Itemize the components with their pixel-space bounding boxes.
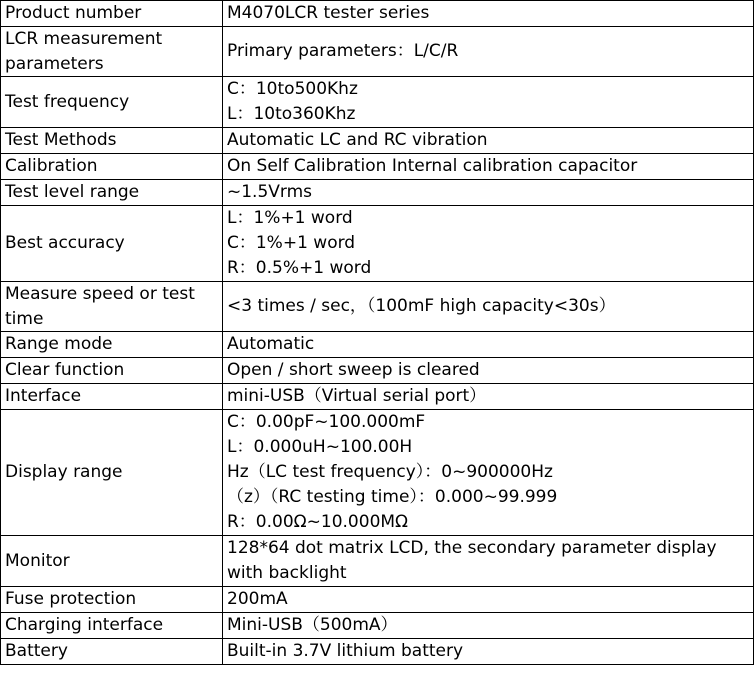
spec-row <box>1 77 754 128</box>
spec-value <box>223 384 754 410</box>
spec-value-line: R：0.5%+1 word <box>227 258 372 278</box>
spec-value-line: Primary parameters：L/C/R <box>227 41 459 61</box>
spec-label: Best accuracy <box>1 206 223 282</box>
spec-label: Test level range <box>1 180 223 206</box>
spec-label: Monitor <box>1 536 223 587</box>
spec-label: LCR measurement parameters <box>1 27 223 77</box>
spec-row <box>1 154 754 180</box>
spec-label: Interface <box>1 384 223 410</box>
spec-label: Test Methods <box>1 128 223 154</box>
spec-value <box>223 639 754 665</box>
spec-value-line: （z）（RC testing time）：0.000~99.999 <box>227 487 558 507</box>
spec-row <box>1 358 754 384</box>
spec-label: Clear function <box>1 358 223 384</box>
specifications-table-body <box>1 1 754 665</box>
spec-row <box>1 384 754 410</box>
spec-value-line: Hz（LC test frequency）：0~900000Hz <box>227 462 553 482</box>
spec-value-line: Automatic LC and RC vibration <box>227 130 488 150</box>
spec-row <box>1 536 754 587</box>
spec-value <box>223 206 754 282</box>
spec-row <box>1 1 754 27</box>
spec-value-line: Automatic <box>227 334 315 354</box>
spec-row <box>1 410 754 536</box>
spec-value <box>223 410 754 536</box>
spec-value <box>223 154 754 180</box>
spec-row <box>1 180 754 206</box>
spec-value-line: 200mA <box>227 589 288 609</box>
spec-row <box>1 587 754 613</box>
spec-value <box>223 1 754 27</box>
spec-label: Charging interface <box>1 613 223 639</box>
spec-value-line: Mini-USB（500mA） <box>227 615 398 635</box>
spec-value-line: ~1.5Vrms <box>227 182 313 202</box>
spec-value <box>223 358 754 384</box>
spec-value-line: L：10to360Khz <box>227 104 356 124</box>
spec-value <box>223 77 754 128</box>
spec-row <box>1 206 754 282</box>
spec-label: Range mode <box>1 332 223 358</box>
spec-value-line: with backlight <box>227 563 347 583</box>
spec-label: Measure speed or test time <box>1 282 223 332</box>
spec-row <box>1 27 754 77</box>
spec-value-line: 128*64 dot matrix LCD, the secondary parameter display <box>227 538 717 558</box>
spec-value-line: L：0.000uH~100.00H <box>227 437 413 457</box>
spec-value-line: On Self Calibration Internal calibration capacitor <box>227 156 638 176</box>
spec-value-line: C：10to500Khz <box>227 79 358 99</box>
spec-value-line: M4070LCR tester series <box>227 3 430 23</box>
spec-value-line: C：0.00pF~100.000mF <box>227 412 426 432</box>
spec-label: Calibration <box>1 154 223 180</box>
spec-value <box>223 332 754 358</box>
spec-value <box>223 536 754 587</box>
spec-label: Battery <box>1 639 223 665</box>
spec-value-line: C：1%+1 word <box>227 233 356 253</box>
spec-value-line: mini-USB（Virtual serial port） <box>227 386 487 406</box>
spec-row <box>1 128 754 154</box>
spec-label: Test frequency <box>1 77 223 128</box>
spec-label: Display range <box>1 410 223 536</box>
spec-value-line: L：1%+1 word <box>227 208 353 228</box>
spec-value-line: Open / short sweep is cleared <box>227 360 480 380</box>
spec-value <box>223 27 754 77</box>
spec-value-line: <3 times / sec，（100mF high capacity<30s） <box>227 296 616 316</box>
spec-value <box>223 282 754 332</box>
spec-value <box>223 128 754 154</box>
spec-row <box>1 282 754 332</box>
spec-row <box>1 639 754 665</box>
spec-value <box>223 587 754 613</box>
spec-label: Fuse protection <box>1 587 223 613</box>
spec-label: Product number <box>1 1 223 27</box>
spec-row <box>1 332 754 358</box>
spec-value <box>223 180 754 206</box>
spec-value-line: R：0.00Ω~10.000MΩ <box>227 512 409 532</box>
spec-row <box>1 613 754 639</box>
spec-value <box>223 613 754 639</box>
spec-value-line: Built-in 3.7V lithium battery <box>227 641 464 661</box>
